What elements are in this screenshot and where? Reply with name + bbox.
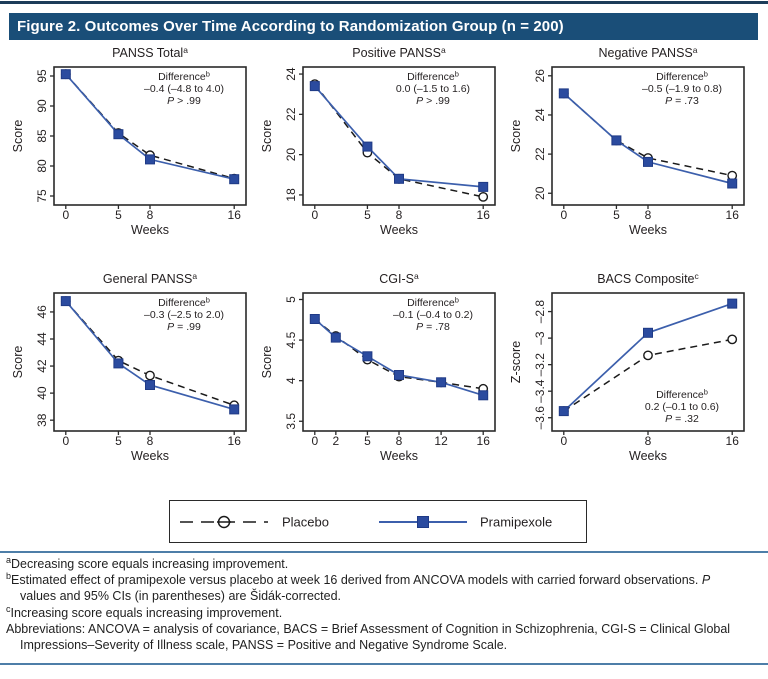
y-axis-label: Score	[260, 345, 274, 379]
svg-text:5: 5	[115, 434, 122, 448]
y-axis-label: Z-score	[509, 340, 523, 384]
svg-text:Differenceb: Difference$^b$	[407, 295, 459, 309]
svg-text:22: 22	[533, 147, 547, 161]
svg-text:0.0 (–1.5 to 1.6): 0.0 (–1.5 to 1.6)	[395, 83, 471, 95]
chart-svg	[508, 44, 757, 240]
svg-text:4.5: 4.5	[284, 331, 298, 349]
chart-cgi-s	[259, 270, 508, 466]
footnote-b	[6, 572, 734, 604]
chart-svg	[508, 270, 757, 466]
placebo-series	[311, 315, 488, 393]
svg-text:0: 0	[62, 434, 70, 448]
difference-annotation	[396, 70, 470, 108]
footnote-b-marker: b	[6, 571, 12, 582]
svg-text:Differenceb: Difference$^b$	[158, 69, 210, 83]
footnotes	[6, 556, 734, 653]
chart-bacs-composite	[508, 270, 757, 466]
svg-text:24: 24	[284, 67, 298, 81]
svg-text:5: 5	[613, 208, 620, 222]
svg-text:–0.4 (–4.8 to 4.0): –0.4 (–4.8 to 4.0)	[144, 83, 224, 95]
svg-text:P= .99: P = .99	[167, 321, 201, 333]
footnote-c	[6, 605, 734, 621]
chart-title: BACS Composite$^c$	[597, 271, 699, 286]
svg-text:16: 16	[227, 208, 241, 222]
svg-text:2: 2	[332, 434, 340, 448]
footnote-abbreviations	[6, 621, 734, 653]
pramipexole-marker-icon	[418, 516, 429, 527]
svg-text:40: 40	[35, 386, 49, 400]
chart-title: Positive PANSS$^a$	[352, 45, 446, 60]
legend-item-placebo	[180, 514, 329, 529]
svg-text:5: 5	[364, 434, 371, 448]
svg-text:85: 85	[35, 129, 49, 143]
svg-text:P> .99: P > .99	[416, 95, 450, 107]
y-axis-label: Score	[11, 119, 25, 153]
footnote-a-text: Decreasing score equals increasing improvement.	[11, 557, 289, 571]
svg-text:26: 26	[533, 69, 547, 83]
svg-text:24: 24	[533, 108, 547, 122]
svg-text:0: 0	[560, 434, 568, 448]
difference-annotation	[144, 70, 224, 108]
footnote-b-text-post: values and 95% CIs (in parentheses) are Šidák-corrected.	[20, 589, 341, 604]
chart-general-panss	[10, 270, 259, 466]
footnote-a	[6, 556, 734, 572]
chart-title: PANSS Total$^a$	[112, 45, 188, 60]
svg-text:18: 18	[284, 188, 298, 202]
pramipexole-series	[310, 315, 487, 400]
pramipexole-series	[559, 89, 736, 188]
y-axis-label: Score	[11, 345, 25, 379]
svg-text:0: 0	[560, 208, 568, 222]
svg-text:0: 0	[311, 434, 319, 448]
svg-text:8: 8	[395, 434, 403, 448]
figure-title: Figure 2. Outcomes Over Time According to Randomization Group (n = 200)	[17, 18, 564, 35]
legend-label-placebo: Placebo	[282, 514, 329, 529]
top-rule	[0, 1, 768, 4]
svg-text:4: 4	[284, 377, 298, 385]
svg-text:16: 16	[227, 434, 241, 448]
svg-text:20: 20	[284, 147, 298, 162]
legend-svg	[171, 502, 585, 542]
svg-text:22: 22	[284, 107, 298, 121]
legend-item-pramipexole	[379, 514, 552, 529]
svg-text:46: 46	[35, 305, 49, 319]
svg-text:–0.3 (–2.5 to 2.0): –0.3 (–2.5 to 2.0)	[144, 309, 224, 321]
svg-text:12: 12	[434, 434, 448, 448]
y-axis-label: Score	[260, 119, 274, 153]
svg-text:8: 8	[146, 208, 154, 222]
footnote-b-italic-p: P	[701, 573, 711, 588]
x-axis-label: Weeks	[131, 223, 169, 237]
svg-text:38: 38	[35, 413, 49, 427]
svg-text:P= .78: P = .78	[416, 321, 450, 333]
svg-text:Differenceb: Difference$^b$	[656, 69, 708, 83]
svg-text:0.2 (–0.1 to 0.6): 0.2 (–0.1 to 0.6)	[644, 401, 720, 413]
svg-text:5: 5	[284, 296, 298, 303]
chart-title: CGI-$S^a$	[379, 271, 419, 286]
svg-text:8: 8	[395, 208, 403, 222]
svg-text:–0.5 (–1.9 to 0.8): –0.5 (–1.9 to 0.8)	[642, 83, 722, 95]
chart-svg	[10, 44, 259, 240]
difference-annotation	[144, 296, 224, 334]
svg-text:–0.1 (–0.4 to 0.2): –0.1 (–0.4 to 0.2)	[393, 309, 473, 321]
footnote-divider	[0, 551, 768, 553]
svg-text:16: 16	[476, 208, 490, 222]
svg-text:P= .32: P = .32	[665, 413, 699, 425]
svg-text:95: 95	[35, 69, 49, 83]
chart-title: Negative PANSS$^a$	[598, 45, 698, 60]
y-axis-label: Score	[509, 119, 523, 153]
svg-text:90: 90	[35, 99, 49, 113]
svg-text:Differenceb: Difference$^b$	[656, 387, 708, 401]
svg-text:75: 75	[35, 189, 49, 203]
x-axis-label: Weeks	[380, 223, 418, 237]
svg-text:–3.2: –3.2	[533, 353, 547, 377]
footnote-c-text: Increasing score equals increasing improvement.	[10, 605, 283, 620]
difference-annotation	[645, 388, 719, 426]
svg-text:0: 0	[311, 208, 319, 222]
svg-text:16: 16	[476, 434, 490, 448]
x-axis-label: Weeks	[380, 449, 418, 463]
abbreviations-text: Abbreviations: ANCOVA = analysis of covariance, BACS = Brief Assessment of Cognition in Schizophrenia, CGI-S = Clinical Global Impressions–Severity of Illness scale, PANSS = Positive and Negative Syndrome Scale.	[6, 621, 731, 653]
svg-text:8: 8	[644, 208, 652, 222]
x-axis-label: Weeks	[131, 449, 169, 463]
footnote-a-marker: a	[6, 554, 12, 565]
svg-text:5: 5	[364, 208, 371, 222]
chart-svg	[259, 270, 508, 466]
svg-text:–3: –3	[533, 331, 547, 345]
svg-text:42: 42	[35, 359, 49, 373]
svg-text:P= .73: P = .73	[665, 95, 699, 107]
figure-title-bar	[9, 13, 758, 40]
svg-text:16: 16	[725, 434, 739, 448]
svg-text:44: 44	[35, 332, 49, 346]
svg-text:–3.4: –3.4	[533, 379, 547, 403]
svg-text:Differenceb: Difference$^b$	[158, 295, 210, 309]
bottom-rule	[0, 663, 768, 665]
svg-text:80: 80	[35, 159, 49, 173]
footnote-b-text-pre: Estimated effect of pramipexole versus placebo at week 16 derived from ANCOVA models with carried forward observations.	[11, 573, 702, 588]
legend	[169, 500, 587, 543]
chart-svg	[10, 270, 259, 466]
svg-text:8: 8	[146, 434, 154, 448]
svg-text:–3.6: –3.6	[533, 406, 547, 430]
svg-text:–2.8: –2.8	[533, 299, 547, 324]
svg-text:5: 5	[115, 208, 122, 222]
chart-panss-total	[10, 44, 259, 240]
chart-svg	[259, 44, 508, 240]
chart-positive-panss	[259, 44, 508, 240]
svg-text:0: 0	[62, 208, 70, 222]
legend-label-pramipexole: Pramipexole	[480, 514, 553, 529]
x-axis-label: Weeks	[629, 449, 667, 463]
svg-text:16: 16	[725, 208, 739, 222]
footnote-c-marker: c	[6, 603, 11, 614]
svg-text:20: 20	[533, 186, 547, 200]
charts-grid	[10, 44, 757, 466]
chart-title: General PANSS$^a$	[102, 271, 198, 286]
svg-text:Differenceb: Difference$^b$	[407, 69, 459, 83]
difference-annotation	[393, 296, 473, 334]
svg-text:3.5: 3.5	[284, 412, 298, 430]
svg-text:P> .99: P > .99	[167, 95, 201, 107]
svg-text:8: 8	[644, 434, 652, 448]
difference-annotation	[642, 70, 722, 108]
x-axis-label: Weeks	[629, 223, 667, 237]
chart-negative-panss	[508, 44, 757, 240]
pramipexole-series	[310, 82, 487, 192]
